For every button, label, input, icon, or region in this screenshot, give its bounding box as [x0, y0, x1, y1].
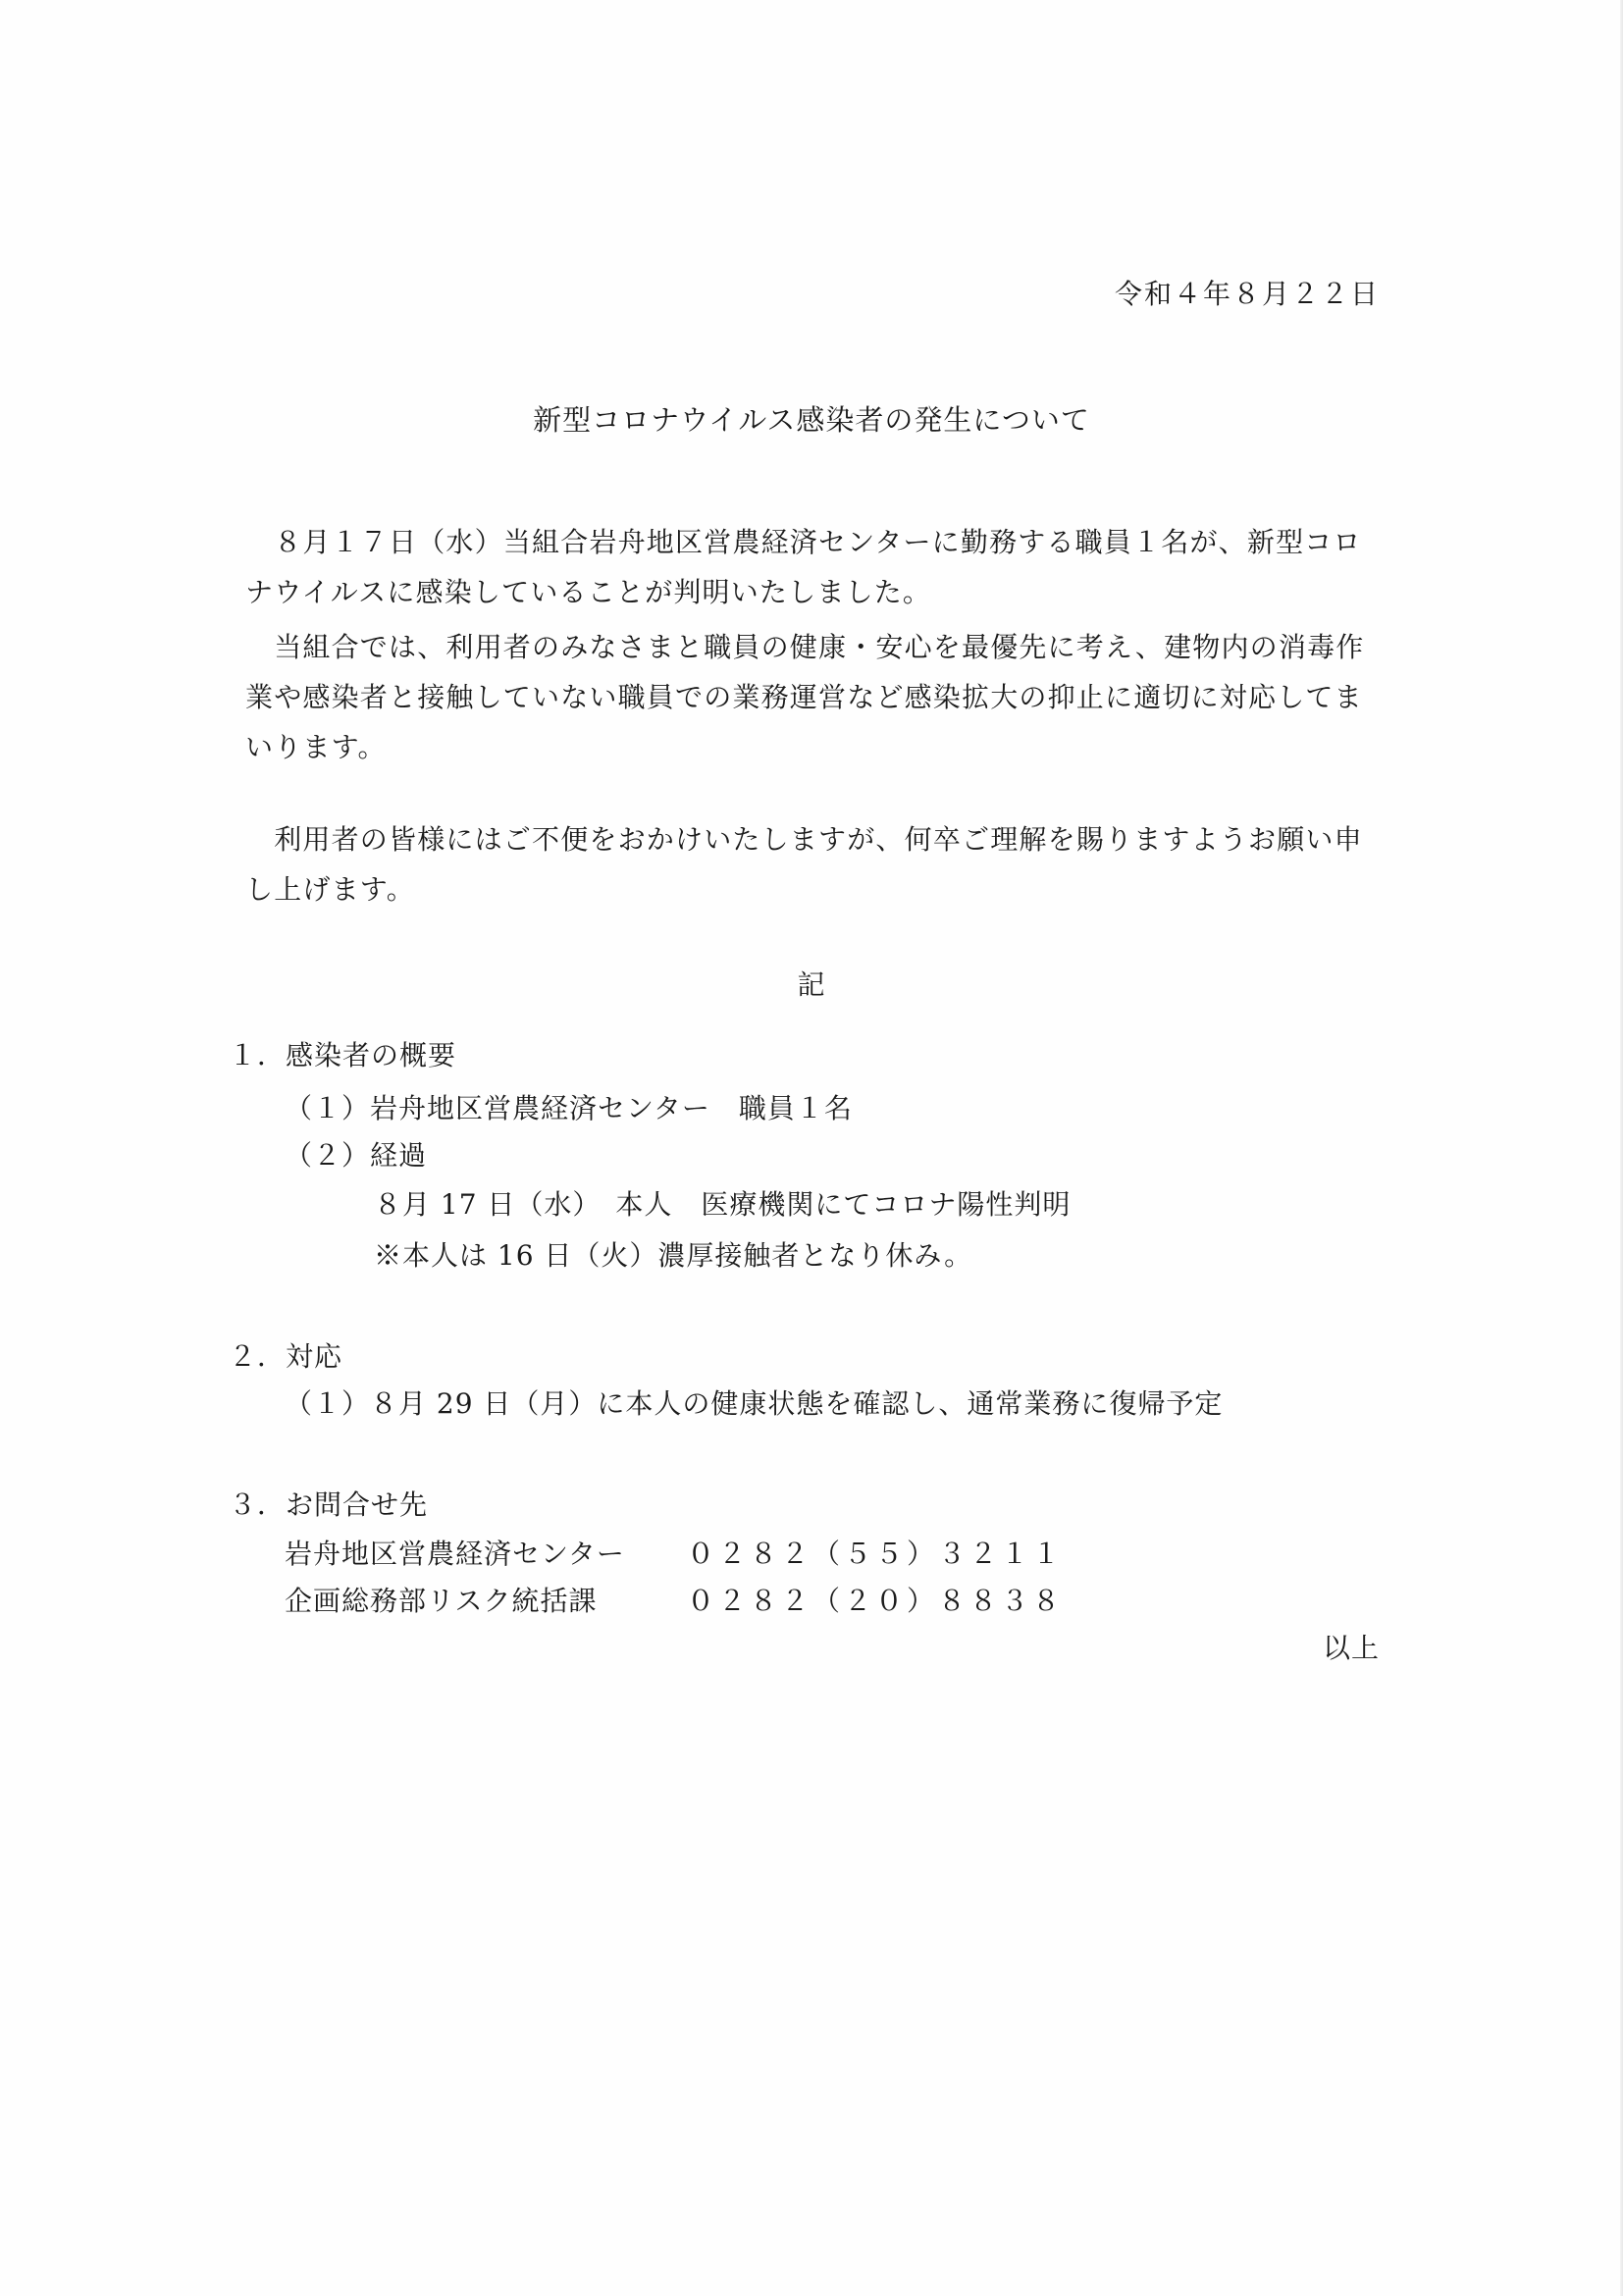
paragraph-response-measures: 当組合では、利用者のみなさまと職員の健康・安心を最優先に考え、建物内の消毒作業や感染者と接触していない職員での業務運営など感染拡大の抑止に適切に対応してまいります。	[245, 631, 1365, 763]
ki-heading: 記	[797, 968, 826, 1001]
document-date: 令和４年８月２２日	[1114, 278, 1380, 310]
section-2-item-1: （１）８月 29 日（月）に本人の健康状態を確認し、通常業務に復帰予定	[285, 1387, 1224, 1420]
section-1-detail-1: ８月 17 日（水） 本人 医療機関にてコロナ陽性判明	[374, 1188, 1072, 1221]
section-2-heading: ２．対応	[229, 1340, 343, 1373]
contact-name-2: 企画総務部リスク統括課	[285, 1585, 598, 1617]
paragraph-apology: 利用者の皆様にはご不便をおかけいたしますが、何卒ご理解を賜りますようお願い申し上げます。	[245, 823, 1363, 906]
section-3-heading: ３．お問合せ先	[229, 1488, 429, 1521]
contact-phone-1: ０２８２（５５）３２１１	[687, 1538, 1065, 1570]
section-1-item-2: （２）経過	[285, 1139, 428, 1172]
contact-phone-2: ０２８２（２０）８８３８	[687, 1585, 1065, 1617]
section-1-heading: １．感染者の概要	[229, 1039, 457, 1071]
paragraph-infection-report: ８月１７日（水）当組合岩舟地区営農経済センターに勤務する職員１名が、新型コロナウイルスに感染していることが判明いたしました。	[245, 526, 1362, 608]
section-1-detail-2: ※本人は 16 日（火）濃厚接触者となり休み。	[374, 1239, 973, 1272]
document-title: 新型コロナウイルス感染者の発生について	[533, 403, 1090, 437]
section-1-item-1: （１）岩舟地区営農経済センター 職員１名	[285, 1092, 853, 1124]
contact-name-1: 岩舟地区営農経済センター	[285, 1538, 625, 1570]
closing-text: 以上	[1322, 1632, 1380, 1664]
